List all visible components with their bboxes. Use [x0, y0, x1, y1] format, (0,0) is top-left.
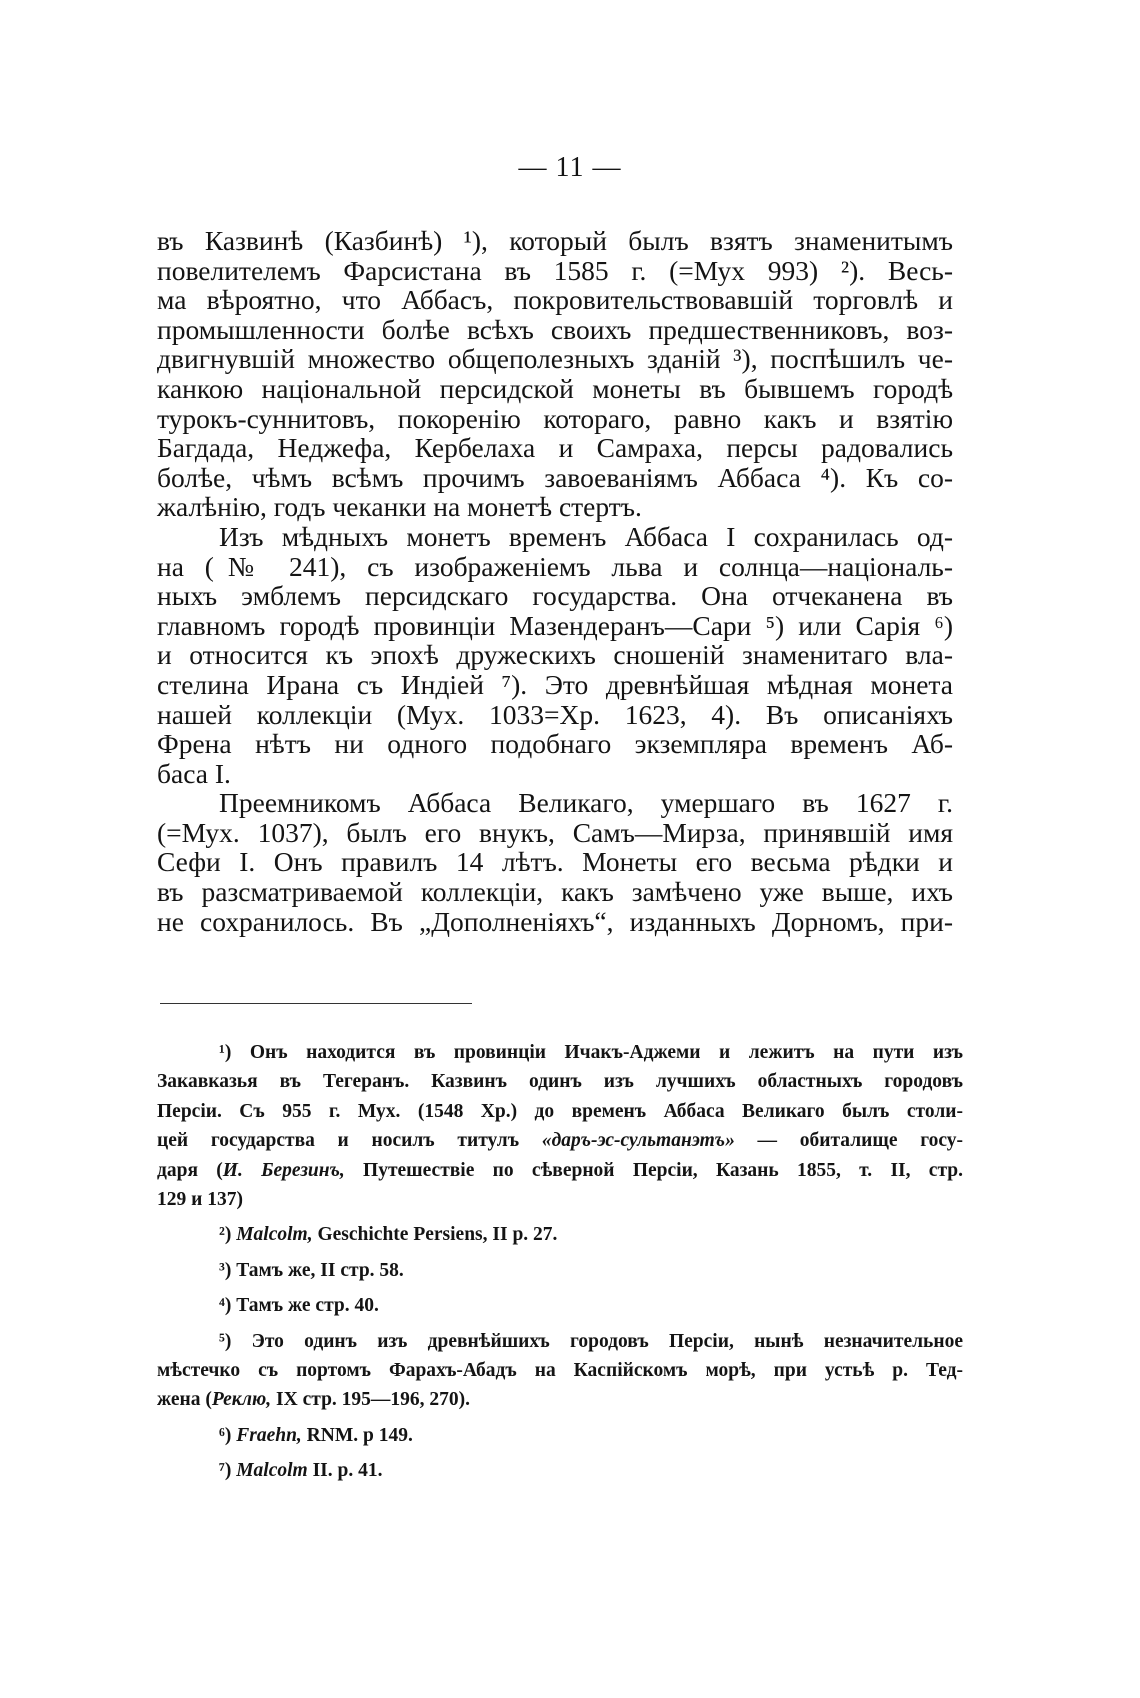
footnote-4 [157, 1291, 963, 1320]
text-line: и относится къ эпохѣ дружескихъ сношеній знаменитаго вла- [157, 639, 953, 671]
footnote-text: — обиталище госу- [734, 1130, 963, 1152]
footnote-italic-title: «даръ-эс-сультанэтъ» [541, 1130, 735, 1152]
footnote-5 [157, 1327, 963, 1415]
footnote-author: Malcolm [236, 1460, 308, 1482]
paragraph-start-line: Преемникомъ Аббаса Великаго, умершаго въ 1627 г. [219, 787, 953, 819]
text-line: въ разсматриваемой коллекціи, какъ замѣчено уже выше, ихъ [157, 876, 953, 908]
text-line: ныхъ эмблемъ персидскаго государства. Она отчеканена въ [157, 580, 953, 612]
footnote-7 [157, 1456, 963, 1485]
footnote-author: Fraehn, [236, 1424, 302, 1446]
text-line: не сохранилось. Въ „Дополненіяхъ“, изданныхъ Дорномъ, при- [157, 905, 953, 937]
text-line: нашей коллекціи (Мух. 1033=Хр. 1623, 4). Въ описаніяхъ [157, 698, 953, 730]
text-line: промышленности болѣе всѣхъ своихъ предшественниковъ, воз- [157, 313, 953, 345]
footnote-text: Тамъ же, II стр. 58. [236, 1259, 404, 1281]
text-line: (=Мух. 1037), былъ его внукъ, Самъ—Мирза, принявшій имя [157, 816, 953, 848]
footnote-text: Это одинъ изъ древнѣйшихъ городовъ Персіи, нынѣ незначительное [251, 1330, 964, 1352]
footnote-marker: ²) [219, 1224, 232, 1246]
text-line: стелина Ирана съ Индіей ⁷). Это древнѣйшая мѣдная монета [157, 668, 953, 700]
text-line: Френа нѣтъ ни одного подобнаго экземпляра временъ Аб- [157, 728, 953, 760]
text-line: ма вѣроятно, что Аббасъ, покровительствовавшій торговлѣ и [157, 284, 953, 316]
footnote-1 [157, 1038, 963, 1214]
text-line: на (№ 241), съ изображеніемъ льва и солнца—національ- [157, 550, 953, 582]
footnote-divider [160, 1003, 472, 1004]
page-number: — 11 — [518, 152, 622, 183]
footnote-author: Malcolm, [236, 1224, 313, 1246]
text-line: Багдада, Неджефа, Кербелаха и Самраха, персы радовались [157, 432, 953, 464]
footnote-text: Онъ находится въ провинціи Ичакъ-Аджеми и лежитъ на пути изъ [249, 1042, 964, 1063]
footnote-marker: ⁴) [219, 1295, 232, 1317]
text-line: турокъ-суннитовъ, покоренію котораго, равно какъ и взятію [157, 402, 953, 434]
footnote-text: Тамъ же стр. 40. [236, 1295, 379, 1317]
footnote-marker: ⁶) [219, 1424, 232, 1446]
footnote-text: II. p. 41. [307, 1460, 383, 1482]
text-line: повелителемъ Фарсистана въ 1585 г. (=Мух 993) ²). Весь- [157, 254, 953, 286]
footnote-marker: ³) [219, 1259, 232, 1281]
footnote-6 [157, 1421, 963, 1450]
text-line: двигнувшій множество общеполезныхъ зданій ³), поспѣшилъ че- [157, 343, 953, 375]
footnote-text: Geschichte Persiens, II p. 27. [312, 1224, 558, 1246]
footnotes [157, 1038, 963, 1485]
footnote-marker: ⁵) [219, 1330, 232, 1352]
main-text [157, 226, 953, 936]
footnote-author: И. Березинъ, [222, 1159, 345, 1181]
footnote-text: Путешествіе по сѣверной Персіи, Казань 1855, т. II, стр. [344, 1159, 963, 1181]
footnote-text: Персіи. Съ 955 г. Мух. (1548 Хр.) до временъ Аббаса Великаго былъ столи- [157, 1100, 963, 1122]
footnote-author: Реклю, [211, 1389, 272, 1411]
footnote-marker: ¹) [219, 1042, 232, 1063]
footnote-marker: ⁷) [219, 1460, 232, 1482]
text-line: канкою національной персидской монеты въ бывшемъ городѣ [157, 372, 953, 404]
footnote-text: мѣстечко съ портомъ Фарахъ-Абадъ на Каспійскомъ морѣ, при устьѣ р. Тед- [157, 1359, 963, 1381]
text-line: жалѣнію, годъ чеканки на монетѣ стертъ. [157, 491, 642, 523]
text-line: Сефи I. Онъ правилъ 14 лѣтъ. Монеты его весьма рѣдки и [157, 846, 953, 878]
footnote-text: 129 и 137) [157, 1188, 243, 1210]
footnote-text: жена ( [157, 1389, 212, 1411]
footnote-text: цей государства и носилъ титулъ [157, 1130, 542, 1152]
text-line: главномъ городѣ провинціи Мазендеранъ—Сари ⁵) или Сарія ⁶) [157, 609, 953, 641]
footnote-text: IX стр. 195—196, 270). [271, 1389, 471, 1411]
paragraph-start-line: Изъ мѣдныхъ монетъ временъ Аббаса I сохранилась од- [219, 520, 953, 552]
text-line: баса I. [157, 757, 231, 789]
footnote-3 [157, 1256, 963, 1285]
footnote-2 [157, 1220, 963, 1249]
footnote-text: RNM. p 149. [301, 1424, 413, 1446]
footnote-text: Закавказья въ Тегеранъ. Казвинъ одинъ изъ лучшихъ областныхъ городовъ [157, 1071, 963, 1093]
text-line: въ Казвинѣ (Казбинѣ) ¹), который былъ взятъ знаменитымъ [157, 225, 953, 256]
text-line: болѣе, чѣмъ всѣмъ прочимъ завоеваніямъ Аббаса ⁴). Къ со- [157, 461, 953, 493]
footnote-text: даря ( [157, 1159, 223, 1181]
